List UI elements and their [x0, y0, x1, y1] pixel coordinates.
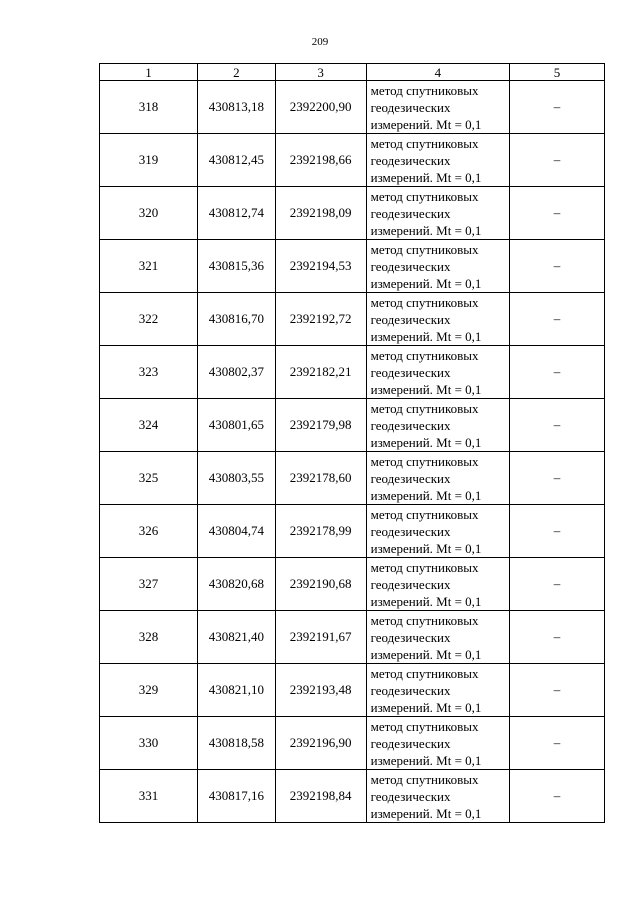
method-line: геодезических: [370, 576, 451, 592]
table-row: [100, 717, 605, 770]
method-cell: [366, 770, 509, 823]
x-coordinate-cell: 430815,36: [197, 240, 275, 293]
method-line: геодезических: [370, 629, 451, 645]
y-coordinate-cell: 2392179,98: [275, 399, 366, 452]
note-cell: –: [510, 399, 605, 452]
point-number-cell: 319: [100, 134, 198, 187]
method-cell: [366, 81, 509, 134]
note-cell: –: [510, 770, 605, 823]
y-coordinate-cell: 2392178,99: [275, 505, 366, 558]
y-coordinate-cell: 2392198,09: [275, 187, 366, 240]
method-line: метод спутниковых: [370, 453, 479, 469]
method-cell: [366, 664, 509, 717]
method-line: геодезических: [370, 311, 451, 327]
method-line: измерений. Mt = 0,1: [370, 381, 482, 397]
y-coordinate-cell: 2392198,66: [275, 134, 366, 187]
method-line: метод спутниковых: [370, 665, 479, 681]
y-coordinate-cell: 2392196,90: [275, 717, 366, 770]
x-coordinate-cell: 430818,58: [197, 717, 275, 770]
note-cell: –: [510, 81, 605, 134]
x-coordinate-cell: 430813,18: [197, 81, 275, 134]
point-number-cell: 324: [100, 399, 198, 452]
point-number-cell: 328: [100, 611, 198, 664]
table-header-row: [100, 64, 605, 81]
table-row: [100, 611, 605, 664]
point-number-cell: 320: [100, 187, 198, 240]
method-line: геодезических: [370, 523, 451, 539]
column-header: 1: [100, 64, 198, 81]
x-coordinate-cell: 430801,65: [197, 399, 275, 452]
method-cell: [366, 293, 509, 346]
method-line: метод спутниковых: [370, 506, 479, 522]
method-cell: [366, 505, 509, 558]
method-line: измерений. Mt = 0,1: [370, 116, 482, 132]
note-cell: –: [510, 134, 605, 187]
method-line: метод спутниковых: [370, 400, 479, 416]
y-coordinate-cell: 2392182,21: [275, 346, 366, 399]
table-row: [100, 81, 605, 134]
method-line: метод спутниковых: [370, 188, 479, 204]
note-cell: –: [510, 187, 605, 240]
x-coordinate-cell: 430812,74: [197, 187, 275, 240]
coordinates-table: [99, 63, 605, 823]
method-cell: [366, 558, 509, 611]
x-coordinate-cell: 430812,45: [197, 134, 275, 187]
note-cell: –: [510, 717, 605, 770]
x-coordinate-cell: 430803,55: [197, 452, 275, 505]
method-cell: [366, 717, 509, 770]
method-line: измерений. Mt = 0,1: [370, 434, 482, 450]
note-cell: –: [510, 611, 605, 664]
x-coordinate-cell: 430821,40: [197, 611, 275, 664]
method-cell: [366, 134, 509, 187]
method-cell: [366, 187, 509, 240]
method-cell: [366, 399, 509, 452]
note-cell: –: [510, 505, 605, 558]
point-number-cell: 325: [100, 452, 198, 505]
table-row: [100, 399, 605, 452]
method-line: метод спутниковых: [370, 559, 479, 575]
table-row: [100, 240, 605, 293]
note-cell: –: [510, 452, 605, 505]
method-line: геодезических: [370, 99, 451, 115]
x-coordinate-cell: 430821,10: [197, 664, 275, 717]
table-row: [100, 187, 605, 240]
table-row: [100, 293, 605, 346]
method-line: измерений. Mt = 0,1: [370, 487, 482, 503]
method-line: геодезических: [370, 735, 451, 751]
method-line: метод спутниковых: [370, 612, 479, 628]
column-header: 3: [275, 64, 366, 81]
point-number-cell: 330: [100, 717, 198, 770]
table-row: [100, 770, 605, 823]
method-line: метод спутниковых: [370, 241, 479, 257]
method-line: измерений. Mt = 0,1: [370, 275, 482, 291]
method-line: геодезических: [370, 417, 451, 433]
page-number: 209: [311, 36, 329, 48]
y-coordinate-cell: 2392191,67: [275, 611, 366, 664]
method-cell: [366, 346, 509, 399]
method-line: измерений. Mt = 0,1: [370, 646, 482, 662]
y-coordinate-cell: 2392192,72: [275, 293, 366, 346]
method-line: геодезических: [370, 258, 451, 274]
y-coordinate-cell: 2392178,60: [275, 452, 366, 505]
x-coordinate-cell: 430817,16: [197, 770, 275, 823]
method-line: измерений. Mt = 0,1: [370, 752, 482, 768]
method-line: измерений. Mt = 0,1: [370, 540, 482, 556]
method-line: измерений. Mt = 0,1: [370, 699, 482, 715]
table-row: [100, 452, 605, 505]
note-cell: –: [510, 240, 605, 293]
column-header: 2: [197, 64, 275, 81]
note-cell: –: [510, 293, 605, 346]
x-coordinate-cell: 430816,70: [197, 293, 275, 346]
point-number-cell: 329: [100, 664, 198, 717]
table-row: [100, 505, 605, 558]
y-coordinate-cell: 2392200,90: [275, 81, 366, 134]
y-coordinate-cell: 2392194,53: [275, 240, 366, 293]
point-number-cell: 323: [100, 346, 198, 399]
point-number-cell: 331: [100, 770, 198, 823]
x-coordinate-cell: 430802,37: [197, 346, 275, 399]
table-row: [100, 558, 605, 611]
note-cell: –: [510, 664, 605, 717]
x-coordinate-cell: 430804,74: [197, 505, 275, 558]
table-row: [100, 346, 605, 399]
x-coordinate-cell: 430820,68: [197, 558, 275, 611]
point-number-cell: 326: [100, 505, 198, 558]
method-cell: [366, 611, 509, 664]
note-cell: –: [510, 346, 605, 399]
y-coordinate-cell: 2392190,68: [275, 558, 366, 611]
table-row: [100, 664, 605, 717]
method-line: метод спутниковых: [370, 718, 479, 734]
method-line: измерений. Mt = 0,1: [370, 328, 482, 344]
method-line: геодезических: [370, 364, 451, 380]
method-line: метод спутниковых: [370, 135, 479, 151]
table-row: [100, 134, 605, 187]
method-line: измерений. Mt = 0,1: [370, 593, 482, 609]
method-line: геодезических: [370, 682, 451, 698]
y-coordinate-cell: 2392193,48: [275, 664, 366, 717]
method-cell: [366, 240, 509, 293]
method-line: измерений. Mt = 0,1: [370, 222, 482, 238]
column-header: 5: [510, 64, 605, 81]
method-line: метод спутниковых: [370, 294, 479, 310]
table-body: [100, 81, 605, 823]
point-number-cell: 318: [100, 81, 198, 134]
point-number-cell: 327: [100, 558, 198, 611]
point-number-cell: 321: [100, 240, 198, 293]
method-line: геодезических: [370, 788, 451, 804]
method-line: геодезических: [370, 470, 451, 486]
method-cell: [366, 452, 509, 505]
method-line: геодезических: [370, 152, 451, 168]
note-cell: –: [510, 558, 605, 611]
method-line: геодезических: [370, 205, 451, 221]
method-line: измерений. Mt = 0,1: [370, 169, 482, 185]
point-number-cell: 322: [100, 293, 198, 346]
method-line: измерений. Mt = 0,1: [370, 805, 482, 821]
method-line: метод спутниковых: [370, 771, 479, 787]
y-coordinate-cell: 2392198,84: [275, 770, 366, 823]
column-header: 4: [366, 64, 509, 81]
method-line: метод спутниковых: [370, 82, 479, 98]
method-line: метод спутниковых: [370, 347, 479, 363]
